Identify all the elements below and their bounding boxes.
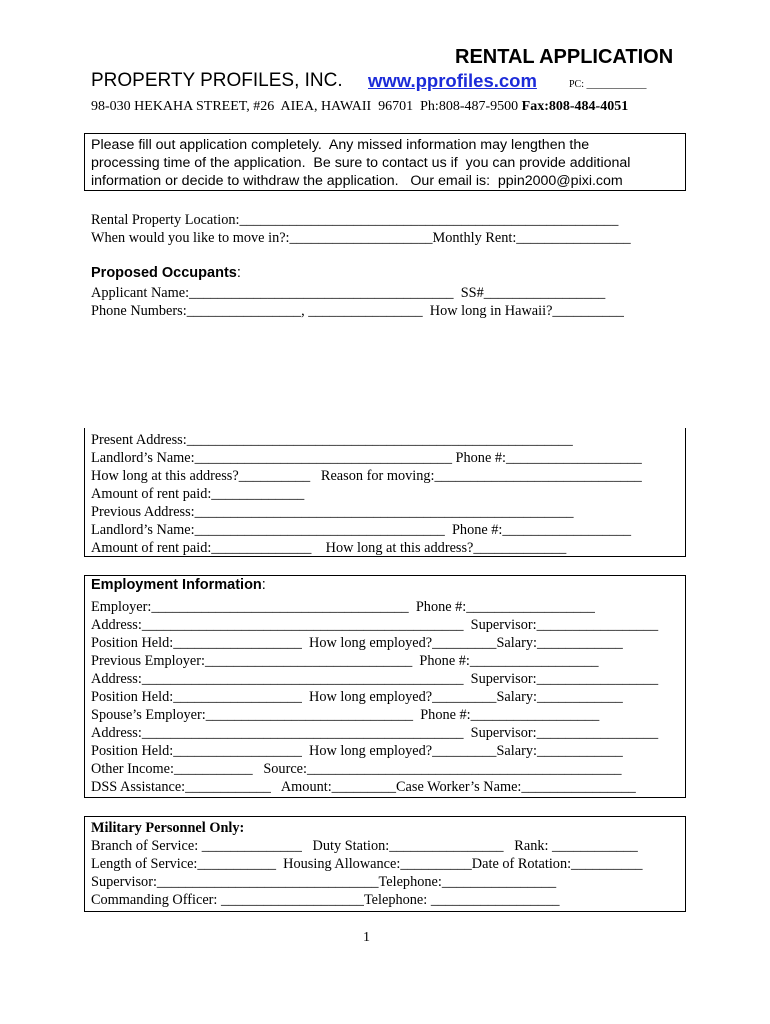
employment-heading-colon: : bbox=[261, 577, 266, 593]
notice-text bbox=[91, 136, 630, 190]
applicant-name-field[interactable]: Applicant Name:_____________________________________ SS#_________________ bbox=[91, 285, 606, 301]
how-long-reason-field[interactable]: How long at this address?__________ Reason for moving:_____________________________ bbox=[91, 468, 642, 484]
notice-line-2: processing time of the application. Be sure to contact us if you can provide additional bbox=[91, 155, 631, 171]
landlord-name-field-1[interactable]: Landlord’s Name:____________________________________ Phone #:___________________ bbox=[91, 450, 642, 466]
employer-field[interactable]: Employer:____________________________________ Phone #:__________________ bbox=[91, 599, 595, 615]
page-number: 1 bbox=[363, 930, 370, 945]
previous-employer-field[interactable]: Previous Employer:_____________________________ Phone #:__________________ bbox=[91, 653, 599, 669]
employer-address-field[interactable]: Address:_____________________________________________ Supervisor:_________________ bbox=[91, 617, 659, 633]
occupants-heading-colon: : bbox=[236, 265, 241, 281]
website-link[interactable]: www.pprofiles.com bbox=[368, 70, 537, 91]
rent-paid-field-2[interactable]: Amount of rent paid:______________ How long at this address?_____________ bbox=[91, 540, 567, 556]
fax-number: Fax:808-484-4051 bbox=[521, 99, 629, 114]
position-held-field[interactable]: Position Held:__________________ How long employed?_________Salary:____________ bbox=[91, 635, 623, 651]
rent-paid-field-1[interactable]: Amount of rent paid:_____________ bbox=[91, 486, 305, 502]
pc-field[interactable]: PC: ____________ bbox=[569, 79, 647, 90]
employment-heading-text: Employment Information bbox=[91, 577, 262, 593]
length-of-service-field[interactable]: Length of Service:___________ Housing Allowance:__________Date of Rotation:__________ bbox=[91, 856, 643, 872]
employment-heading bbox=[91, 577, 266, 593]
previous-position-field[interactable]: Position Held:__________________ How long employed?_________Salary:____________ bbox=[91, 689, 623, 705]
company-name: PROPERTY PROFILES, INC. bbox=[91, 70, 343, 91]
landlord-name-field-2[interactable]: Landlord’s Name:___________________________________ Phone #:__________________ bbox=[91, 522, 632, 538]
dss-assistance-field[interactable]: DSS Assistance:____________ Amount:_________Case Worker’s Name:________________ bbox=[91, 779, 636, 795]
spouse-position-field[interactable]: Position Held:__________________ How long employed?_________Salary:____________ bbox=[91, 743, 623, 759]
present-address-field[interactable]: Present Address:______________________________________________________ bbox=[91, 432, 573, 448]
address-phone: 98-030 HEKAHA STREET, #26 AIEA, HAWAII 96701 Ph:808-487-9500 bbox=[91, 99, 522, 114]
military-heading: Military Personnel Only: bbox=[91, 820, 245, 836]
branch-of-service-field[interactable]: Branch of Service: ______________ Duty Station:________________ Rank: ____________ bbox=[91, 838, 638, 854]
previous-address-field[interactable]: Previous Address:_____________________________________________________ bbox=[91, 504, 574, 520]
company-address bbox=[91, 99, 628, 115]
move-in-rent-field[interactable]: When would you like to move in?:____________________Monthly Rent:________________ bbox=[91, 230, 631, 246]
rental-property-location-field[interactable]: Rental Property Location:_____________________________________________________ bbox=[91, 212, 619, 228]
phone-numbers-field[interactable]: Phone Numbers:________________, ________________ How long in Hawaii?__________ bbox=[91, 303, 624, 319]
military-supervisor-field[interactable]: Supervisor:_______________________________Telephone:________________ bbox=[91, 874, 557, 890]
spouse-employer-field[interactable]: Spouse’s Employer:_____________________________ Phone #:__________________ bbox=[91, 707, 600, 723]
commanding-officer-field[interactable]: Commanding Officer: ____________________Telephone: __________________ bbox=[91, 892, 560, 908]
previous-employer-address-field[interactable]: Address:_____________________________________________ Supervisor:_________________ bbox=[91, 671, 659, 687]
occupants-heading bbox=[91, 265, 241, 281]
other-income-field[interactable]: Other Income:___________ Source:____________________________________________ bbox=[91, 761, 622, 777]
notice-line-1: Please fill out application completely. Any missed information may lengthen the bbox=[91, 137, 590, 153]
notice-line-3: information or decide to withdraw the application. Our email is: ppin2000@pixi.com bbox=[91, 173, 623, 189]
form-title: RENTAL APPLICATION bbox=[455, 46, 674, 68]
spouse-address-field[interactable]: Address:_____________________________________________ Supervisor:_________________ bbox=[91, 725, 659, 741]
occupants-heading-text: Proposed Occupants bbox=[91, 265, 237, 281]
